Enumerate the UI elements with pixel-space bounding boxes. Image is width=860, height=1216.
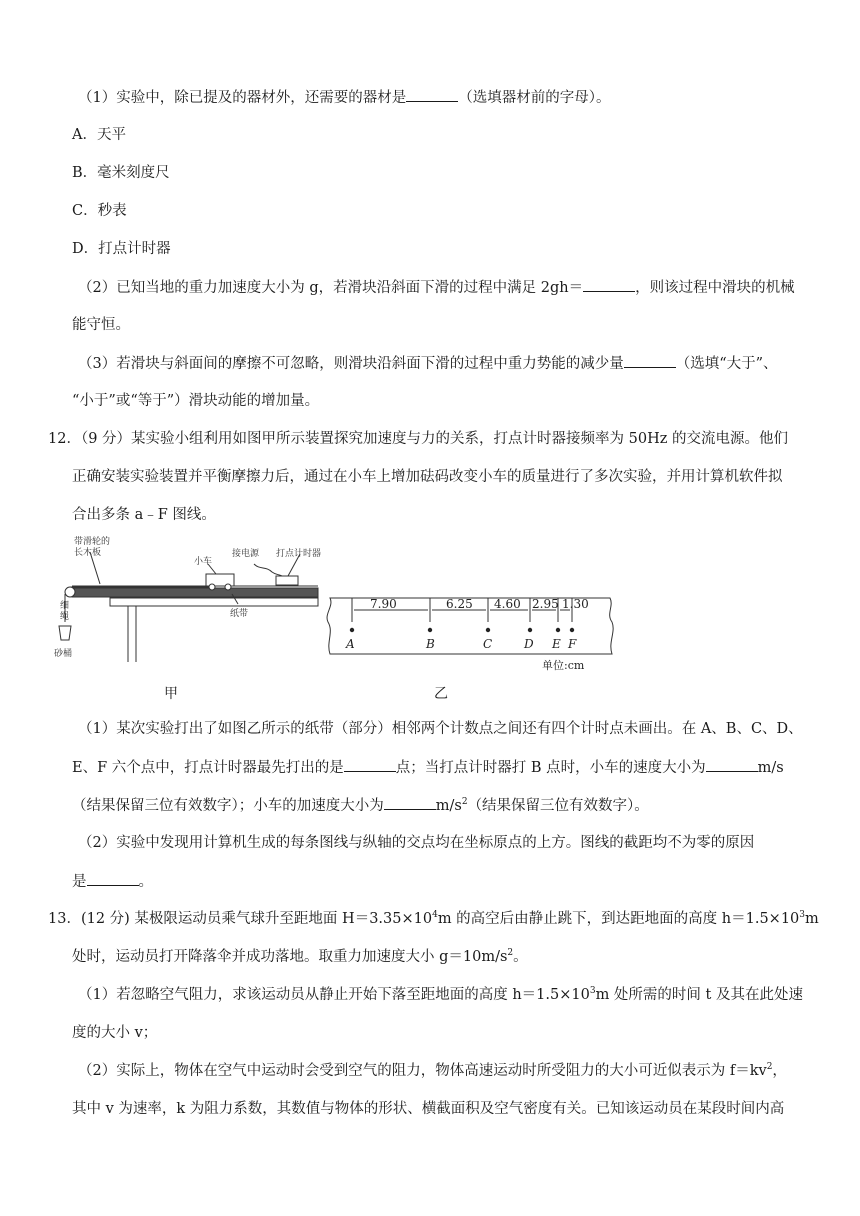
q11-part2: （2）已知当地的重力加速度大小为 g，若滑块沿斜面下滑的过程中满足 2gh＝ ，则该过程中滑块的机械 xyxy=(78,277,795,298)
point-label-b: B xyxy=(426,637,435,651)
q12-stem-line1: 12．（9 分）某实验小组利用如图甲所示装置探究加速度与力的关系，打点计时器接频率为 50Hz 的交流电源。他们 xyxy=(48,431,788,447)
label-board-2: 长木板 xyxy=(74,548,102,558)
segment-label-de: 2.95 xyxy=(532,597,559,611)
point-label-c: C xyxy=(483,637,493,651)
q12-part2-line1: （2）实验中发现用计算机生成的每条图线与纵轴的交点均在坐标原点的上方。图线的截距均不为零的原因 xyxy=(78,835,755,851)
q12-stem-line3: 合出多条 a﹣F 图线。 xyxy=(72,507,216,523)
tape-unit-label: 单位:cm xyxy=(542,659,585,672)
q12-stem-line2: 正确安装实验装置并平衡摩擦力后，通过在小车上增加砝码改变小车的质量进行了多次实验，并用计算机软件拟 xyxy=(72,469,783,485)
point-label-f: F xyxy=(568,637,577,651)
label-board: 带滑轮的 xyxy=(74,537,111,547)
answer-blank xyxy=(706,757,758,772)
answer-blank xyxy=(384,795,436,810)
figure-jia-caption: 甲 xyxy=(164,686,178,702)
q11-option-d: D．打点计时器 xyxy=(72,241,171,257)
segment-label-ef: 1.30 xyxy=(562,597,589,611)
tape-dot-f xyxy=(570,628,574,632)
q13-stem-line1: 13．(12 分) 某极限运动员乘气球升至距地面 $H=3.35\times 10^4m$ 的高空后由静止跳下，到达距地面的高度 $h=1.5\times 10^3m$ xyxy=(48,910,819,927)
q13-stem-line2: 处时，运动员打开降落伞并成功落地。取重力加速度大小 $g=10m/s^2$。 xyxy=(72,948,528,965)
answer-blank xyxy=(624,353,676,368)
q13-part1-line1: （1）若忽略空气阻力，求该运动员从静止开始下落至距地面的高度 $h=1.5\times 10^3m$ 处所需的时间 t 及其在此处速 xyxy=(78,986,803,1003)
q11-part3: （3）若滑块与斜面间的摩擦不可忽略，则滑块沿斜面下滑的过程中重力势能的减少量 （选填“大于”、 xyxy=(78,353,778,374)
q11-option-c: C．秒表 xyxy=(72,203,127,219)
point-label-d: D xyxy=(524,637,534,651)
point-label-a: A xyxy=(346,637,355,651)
segment-label-ab: 7.90 xyxy=(370,597,397,611)
q11-part1: （1）实验中，除已提及的器材外，还需要的器材是 （选填器材前的字母）。 xyxy=(78,87,610,108)
tape-dot-d xyxy=(528,628,532,632)
label-rope: 细 xyxy=(60,601,70,611)
label-timer: 打点计时器 xyxy=(276,549,322,559)
answer-blank xyxy=(87,871,139,886)
q13-part2-line1: （2）实际上，物体在空气中运动时会受到空气的阻力，物体高速运动时所受阻力的大小可近似表示为 $f=kv^2$， xyxy=(78,1062,787,1079)
point-label-e: E xyxy=(552,637,561,651)
tape-dot-e xyxy=(556,628,560,632)
q11-option-a: A．天平 xyxy=(72,127,126,143)
label-tape: 纸带 xyxy=(230,609,249,619)
q12-part2-line2: 是 。 xyxy=(72,871,153,892)
q12-part1-line3: （结果保留三位有效数字）；小车的加速度大小为 $m/s^2$（结果保留三位有效数字）。 xyxy=(72,795,649,816)
q12-part1-line2: E、F 六个点中，打点计时器最先打出的是 点；当打点计时器打 B 点时，小车的速度大小为 m/s xyxy=(72,757,784,778)
q12-part1-line1: （1）某次实验打出了如图乙所示的纸带（部分）相邻两个计数点之间还有四个计时点未画出。在 A、B、C、D、 xyxy=(78,721,803,737)
segment-label-bc: 6.25 xyxy=(446,597,473,611)
tape-dot-c xyxy=(486,628,490,632)
figure-jia-apparatus xyxy=(54,534,322,666)
answer-blank xyxy=(344,757,396,772)
label-power: 接电源 xyxy=(232,549,260,559)
label-car: 小车 xyxy=(194,557,213,567)
figure-yi-caption: 乙 xyxy=(434,686,448,702)
tape-dot-b xyxy=(428,628,432,632)
q11-part2-cont: 能守恒。 xyxy=(72,317,130,333)
figure-yi-tape xyxy=(326,592,618,672)
label-bucket: 砂桶 xyxy=(54,649,73,659)
answer-blank xyxy=(583,277,635,292)
q13-part2-line2: 其中 v 为速率，k 为阻力系数，其数值与物体的形状、横截面积及空气密度有关。已知该运动员在某段时间内高 xyxy=(72,1101,785,1117)
q11-option-b: B．毫米刻度尺 xyxy=(72,165,170,181)
segment-label-cd: 4.60 xyxy=(494,597,521,611)
q11-part3-cont: “小于”或“等于”）滑块动能的增加量。 xyxy=(72,393,320,409)
label-rope-2: 绳 xyxy=(60,612,70,622)
answer-blank xyxy=(406,87,458,102)
tape-dot-a xyxy=(350,628,354,632)
q13-part1-line2: 度的大小 v； xyxy=(72,1025,158,1041)
